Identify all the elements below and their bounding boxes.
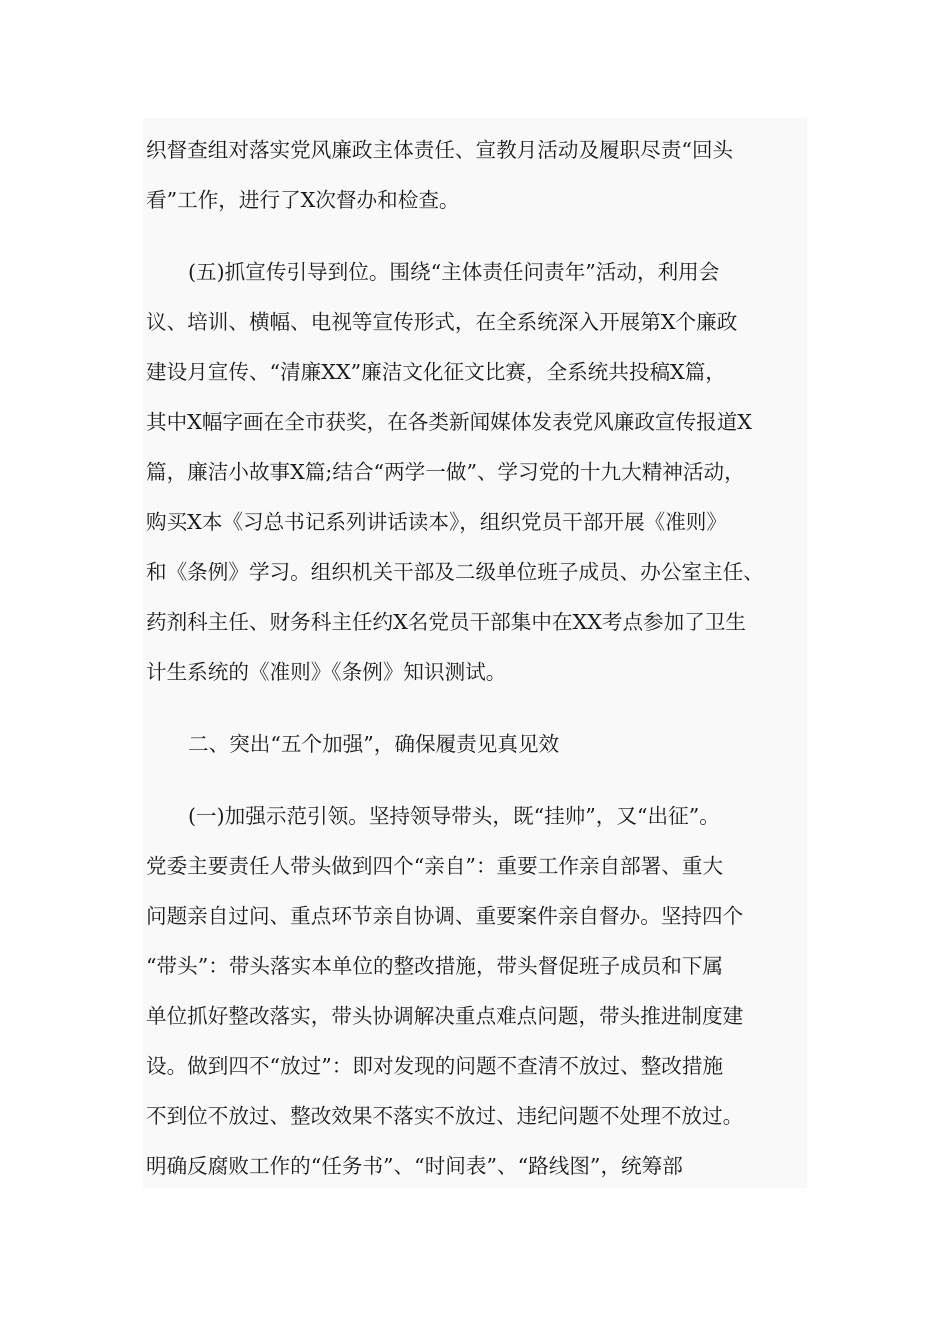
text-line: 计生系统的《准则》《条例》知识测试。 (146, 660, 507, 684)
text-line: 单位抓好整改落实，带头协调解决重点难点问题，带头推进制度建 (146, 1004, 744, 1028)
text-line: 药剂科主任、财务科主任约X名党员干部集中在XX考点参加了卫生 (146, 610, 747, 634)
text-line: 看”工作，进行了X次督办和检查。 (146, 188, 460, 212)
text-line: 和《条例》学习。组织机关干部及二级单位班子成员、办公室主任、 (146, 560, 764, 584)
text-line: “带头”：带头落实本单位的整改措施，带头督促班子成员和下属 (146, 954, 724, 978)
text-line: 不到位不放过、整改效果不落实不放过、违纪问题不处理不放过。 (146, 1104, 744, 1128)
text-line: 篇，廉洁小故事X篇;结合“两学一做”、学习党的十九大精神活动， (146, 460, 745, 484)
text-line: 党委主要责任人带头做到四个“亲自”：重要工作亲自部署、重大 (146, 854, 724, 878)
text-line: 建设月宣传、“清廉XX”廉洁文化征文比赛，全系统共投稿X篇， (146, 360, 726, 384)
text-line: 购买X本《习总书记系列讲话读本》，组织党员干部开展《准则》 (146, 510, 727, 534)
text-line: 问题亲自过问、重点环节亲自协调、重要案件亲自督办。坚持四个 (146, 904, 744, 928)
text-line: 议、培训、横幅、电视等宣传形式，在全系统深入开展第X个廉政 (146, 310, 738, 334)
text-line: 其中X幅字画在全市获奖，在各类新闻媒体发表党风廉政宣传报道X (146, 410, 752, 434)
paragraph-first-line: (一)加强示范引领。坚持领导带头，既“挂帅”，又“出征”。 (188, 804, 720, 828)
text-line: 设。做到四不“放过”：即对发现的问题不查清不放过、整改措施 (146, 1054, 724, 1078)
section-heading: 二、突出“五个加强”，确保履责见真见效 (188, 732, 560, 756)
text-line: 织督查组对落实党风廉政主体责任、宣教月活动及履职尽责“回头 (146, 138, 734, 162)
paragraph-first-line: (五)抓宣传引导到位。围绕“主体责任问责年”活动，利用会 (188, 260, 720, 284)
text-line: 明确反腐败工作的“任务书”、“时间表”、“路线图”，统筹部 (146, 1154, 683, 1178)
